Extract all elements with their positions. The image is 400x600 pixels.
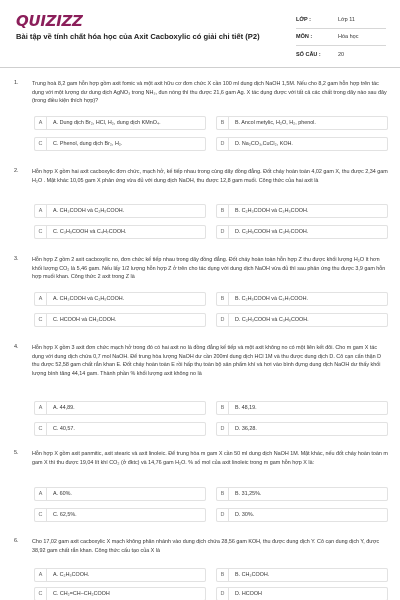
option-letter: B xyxy=(217,569,229,581)
question-text: Hỗn hợp X gồm axit panmitic, axit stearic và axit linoleic. Để trung hòa m gam X cần 50 ml dung dịch NaOH 1M. Mặt khác, nếu đốt cháy hoàn toàn m gam X thì thu được 19,04 lít khí CO₂ (ở đktc) và 14,76 gam H₂O. % số mol của axit linoleic trong m gam hỗn hợp X là: xyxy=(32,451,388,466)
question-text: Trung hoà 8,2 gam hỗn hợp gồm axit fomic và một axit hữu cơ đơn chức X cần 100 ml dung dịch NaOH 1,5M. Nếu cho 8,2 gam hỗn hợp trên tác dụng với một lượng dư dung dịch AgNO₃ trong NH₃, đun nóng thì thu được 21,6 gam Ag. X tác dụng được với tất cả các chất trong dãy nào sau đây (trong điều kiện thích hợp)? xyxy=(32,81,387,105)
option-letter: C xyxy=(35,509,47,521)
option-letter: D xyxy=(217,226,229,238)
meta-key: LỚP : xyxy=(296,17,311,23)
option-b[interactable] xyxy=(216,568,388,582)
meta-row-class xyxy=(296,12,386,29)
option-a[interactable] xyxy=(34,568,206,582)
option-d[interactable] xyxy=(216,508,388,522)
option-letter: D xyxy=(217,509,229,521)
option-b[interactable] xyxy=(216,487,388,501)
option-c[interactable] xyxy=(34,225,206,239)
option-c[interactable] xyxy=(34,508,206,522)
question-number: 6. xyxy=(14,538,19,544)
meta-row-count xyxy=(296,46,386,63)
meta-value: Hóa học xyxy=(338,34,359,40)
option-text: C. HCOOH và CH₃COOH. xyxy=(53,317,117,323)
question-number: 5. xyxy=(14,450,19,456)
option-text: B. 31,25%. xyxy=(235,491,262,497)
option-letter: B xyxy=(217,402,229,414)
option-d[interactable] xyxy=(216,225,388,239)
question-text: Hỗn hợp X gồm hai axit cacboxylic đơn chức, mạch hở, kế tiếp nhau trong cùng dãy đồng đẳng. Đốt cháy hoàn toàn 4,02 gam X, thu được 2,34 gam H₂O . Mặt khác 10,05 gam X phản ứng vừa đủ với dung dịch NaOH, thu được 12,8 gam muối. Công thức của hai axit là xyxy=(32,169,388,184)
option-text: D. C₂H₃COOH và C₃H₅COOH. xyxy=(235,317,309,323)
question-number: 3. xyxy=(14,256,19,262)
option-d[interactable] xyxy=(216,137,388,151)
option-letter: A xyxy=(35,205,47,217)
option-a[interactable] xyxy=(34,487,206,501)
option-letter: A xyxy=(35,488,47,500)
option-d[interactable] xyxy=(216,313,388,327)
option-c[interactable] xyxy=(34,587,206,600)
option-b[interactable] xyxy=(216,292,388,306)
option-d[interactable] xyxy=(216,587,388,600)
option-text: B. C₂H₅COOH và C₃H₇COOH. xyxy=(235,296,309,302)
option-text: B. CH₃COOH. xyxy=(235,572,270,578)
option-letter: D xyxy=(217,138,229,150)
option-letter: C xyxy=(35,314,47,326)
option-text: A. Dung dịch Br₂, HCl, H₂, dung dịch KMnO₄. xyxy=(53,120,161,126)
option-letter: D xyxy=(217,423,229,435)
option-letter: C xyxy=(35,226,47,238)
worksheet-title: Bài tập về tính chất hóa học của Axit Cacboxylic có giải chi tiết (P2) xyxy=(16,32,260,41)
meta-key: SỐ CÂU : xyxy=(296,51,321,58)
question-text: Hỗn hợp X gồm 3 axit đơn chức mạch hở trong đó có hai axit no là đồng đẳng kế tiếp và một axit không no có một liên kết đôi. Cho m gam X tác dụng với dung dịch chứa 0,7 mol NaOH. Để trung hòa lượng NaOH dư cần 200ml dung dịch HCl 1M và thu được dung dịch D. Cô cạn cẩn thận D thu được 52,58 gam chất rắn khan E. Đốt cháy hoàn toàn E rồi hấp thụ toàn bộ sản phẩm khí và hơi vào bình đựng dung dịch NaOH dư thấy khối lượng bình tăng 44,14 gam. Thành phần % khối lượng axit không no là xyxy=(32,345,381,377)
option-letter: A xyxy=(35,117,47,129)
question-number: 1. xyxy=(14,80,19,86)
option-letter: C xyxy=(35,423,47,435)
option-text: B. Ancol metylic, H₂O, H₂, phenol. xyxy=(235,120,316,126)
option-text: B. C₂H₃COOH và C₃H₅COOH. xyxy=(235,208,309,214)
option-text: C. CH₂=CH–CH₂COOH xyxy=(53,591,110,597)
option-text: B. 48,19. xyxy=(235,405,257,411)
option-text: A. 60%. xyxy=(53,491,72,497)
option-text: D. 36,28. xyxy=(235,426,257,432)
meta-row-subject xyxy=(296,29,386,46)
option-text: C. C₃H₅COOH và C₄H₇COOH. xyxy=(53,229,127,235)
option-c[interactable] xyxy=(34,137,206,151)
option-letter: A xyxy=(35,402,47,414)
header-divider xyxy=(0,67,400,68)
option-text: C. Phenol, dung dịch Br₂, H₂. xyxy=(53,141,123,147)
option-letter: A xyxy=(35,569,47,581)
option-letter: B xyxy=(217,293,229,305)
option-b[interactable] xyxy=(216,116,388,130)
option-d[interactable] xyxy=(216,422,388,436)
question-text: Cho 17,02 gam axit cacboxylic X mạch không phân nhánh vào dung dịch chứa 28,56 gam KOH, thu được dung dịch Y. Cô cạn dung dịch Y, được 38,92 gam chất rắn khan. Công thức cấu tạo của X là xyxy=(32,539,380,554)
option-a[interactable] xyxy=(34,116,206,130)
option-b[interactable] xyxy=(216,204,388,218)
question-number: 4. xyxy=(14,344,19,350)
option-letter: B xyxy=(217,117,229,129)
option-text: A. CH₃COOH và C₂H₅COOH. xyxy=(53,296,125,302)
meta-value: Lớp 11 xyxy=(338,17,355,23)
option-b[interactable] xyxy=(216,401,388,415)
option-text: D. C₂H₅COOH và C₃H₇COOH. xyxy=(235,229,309,235)
option-text: A. C₂H₅COOH. xyxy=(53,572,90,578)
option-text: D. HCOOH xyxy=(235,591,262,597)
meta-box xyxy=(296,12,386,63)
meta-value: 20 xyxy=(338,51,345,58)
quizizz-logo: QUIZIZZ xyxy=(16,12,83,30)
option-letter: D xyxy=(217,314,229,326)
option-a[interactable] xyxy=(34,292,206,306)
option-a[interactable] xyxy=(34,204,206,218)
option-c[interactable] xyxy=(34,422,206,436)
option-letter: D xyxy=(217,588,229,600)
option-letter: C xyxy=(35,588,47,600)
option-text: C. 40,57. xyxy=(53,426,75,432)
option-letter: B xyxy=(217,205,229,217)
worksheet-header xyxy=(0,0,400,62)
option-letter: C xyxy=(35,138,47,150)
option-text: D. 30%. xyxy=(235,512,255,518)
option-text: A. 44,89. xyxy=(53,405,75,411)
option-c[interactable] xyxy=(34,313,206,327)
option-letter: B xyxy=(217,488,229,500)
question-text: Hỗn hợp Z gồm 2 axit cacboxylic no, đơn chức kế tiếp nhau trong dãy đồng đẳng. Đốt cháy hoàn toàn hỗn hợp Z thu được khối lượng H₂O ít hơn khối lượng CO₂ là 5,46 gam. Nếu lấy 1/2 lượng hỗn hợp Z ở trên cho tác dụng với dung dịch NaOH vừa đủ thì sau phản ứng thu được 3,9 gam hỗn hợp muối khan. Công thức 2 axit trong Z là xyxy=(32,257,386,281)
option-text: C. 62,5%. xyxy=(53,512,77,518)
meta-key: MÔN : xyxy=(296,34,313,40)
option-letter: A xyxy=(35,293,47,305)
question-number: 2. xyxy=(14,168,19,174)
option-text: A. CH₃COOH và C₂H₅COOH. xyxy=(53,208,125,214)
option-a[interactable] xyxy=(34,401,206,415)
option-text: D. Na₂CO₃,CuCl₂, KOH. xyxy=(235,141,293,147)
